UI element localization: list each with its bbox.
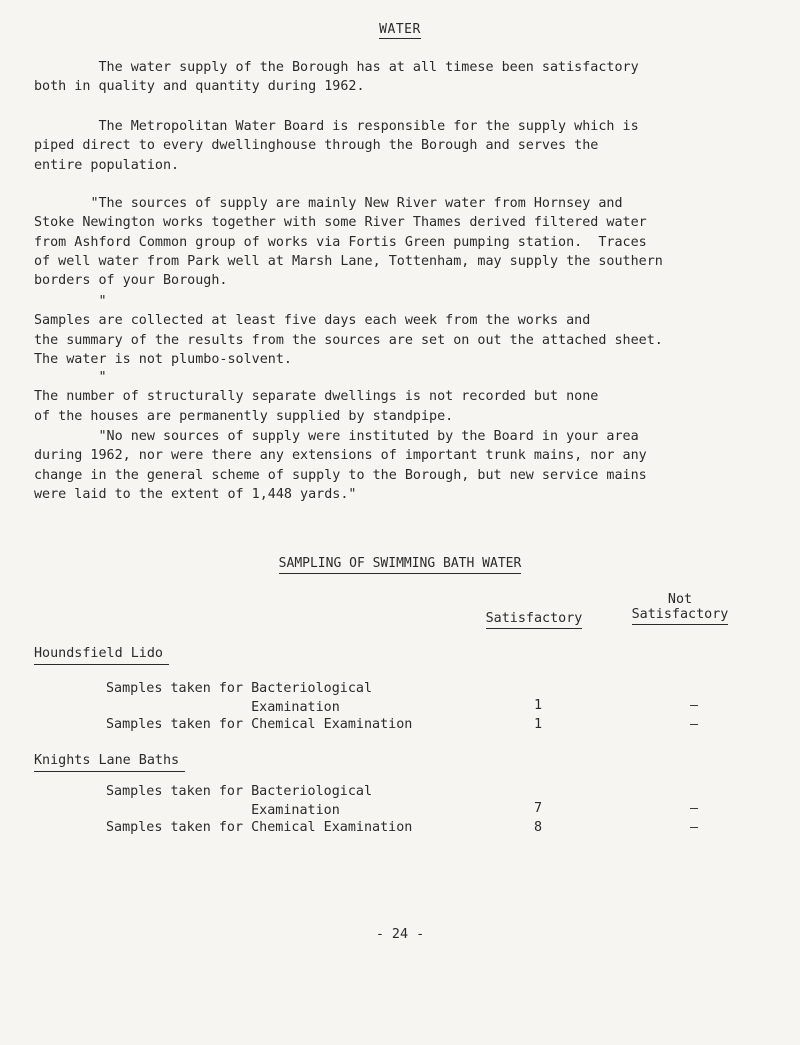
table-cell-not-satisfactory: – <box>689 820 699 835</box>
table-row-label: Samples taken for Bacteriological Examination <box>106 784 373 818</box>
table-cell-satisfactory: 8 <box>533 820 543 835</box>
page-number: - 24 - <box>375 927 425 942</box>
table-row-label: Samples taken for Chemical Examination <box>106 717 413 732</box>
paragraph-metropolitan-board: The Metropolitan Water Board is responsible for the supply which is piped direct to every dwellinghouse through the Borough and serves the entire population. <box>34 119 639 173</box>
paragraph-sources: "The sources of supply are mainly New River water from Hornsey and Stoke Newington works together with some River Thames derived filtered water from Ashford Common group of works via Fortis Green pumping station. Traces of well water from Park well at Marsh Lane, Tottenham, may supply the southern borders of your Borough. <box>34 196 663 289</box>
table-cell-not-satisfactory: – <box>689 717 699 732</box>
table-cell-satisfactory: 1 <box>533 698 543 713</box>
page-title: WATER <box>379 22 421 37</box>
venue-heading: Houndsfield Lido <box>34 646 169 661</box>
table-row-label: Samples taken for Bacteriological Examination <box>106 681 373 715</box>
column-header-satisfactory: Satisfactory <box>478 611 590 626</box>
table-row-label: Samples taken for Chemical Examination <box>106 820 413 835</box>
sampling-section-title: SAMPLING OF SWIMMING BATH WATER <box>0 556 800 571</box>
paragraph-new-sources: "No new sources of supply were instituted by the Board in your area during 1962, nor were there any extensions of important trunk mains, nor any change in the general scheme of supply to the Borough, but new service mains were laid to the extent of 1,448 yards." <box>34 429 647 502</box>
venue-heading: Knights Lane Baths <box>34 753 185 768</box>
table-cell-not-satisfactory: – <box>689 698 699 713</box>
column-header-not-satisfactory: Not Satisfactory <box>618 592 742 622</box>
table-cell-not-satisfactory: – <box>689 801 699 816</box>
paragraph-samples: " Samples are collected at least five days each week from the works and the summary of the results from the sources are set on out the attached sheet. The water is not plumbo-solvent. <box>34 294 663 367</box>
paragraph-dwellings: " The number of structurally separate dwellings is not recorded but none of the houses are permanently supplied by standpipe. <box>34 370 599 424</box>
table-cell-satisfactory: 1 <box>533 717 543 732</box>
paragraph-supply-quality: The water supply of the Borough has at all timese been satisfactory both in quality and quantity during 1962. <box>34 60 639 95</box>
table-cell-satisfactory: 7 <box>533 801 543 816</box>
